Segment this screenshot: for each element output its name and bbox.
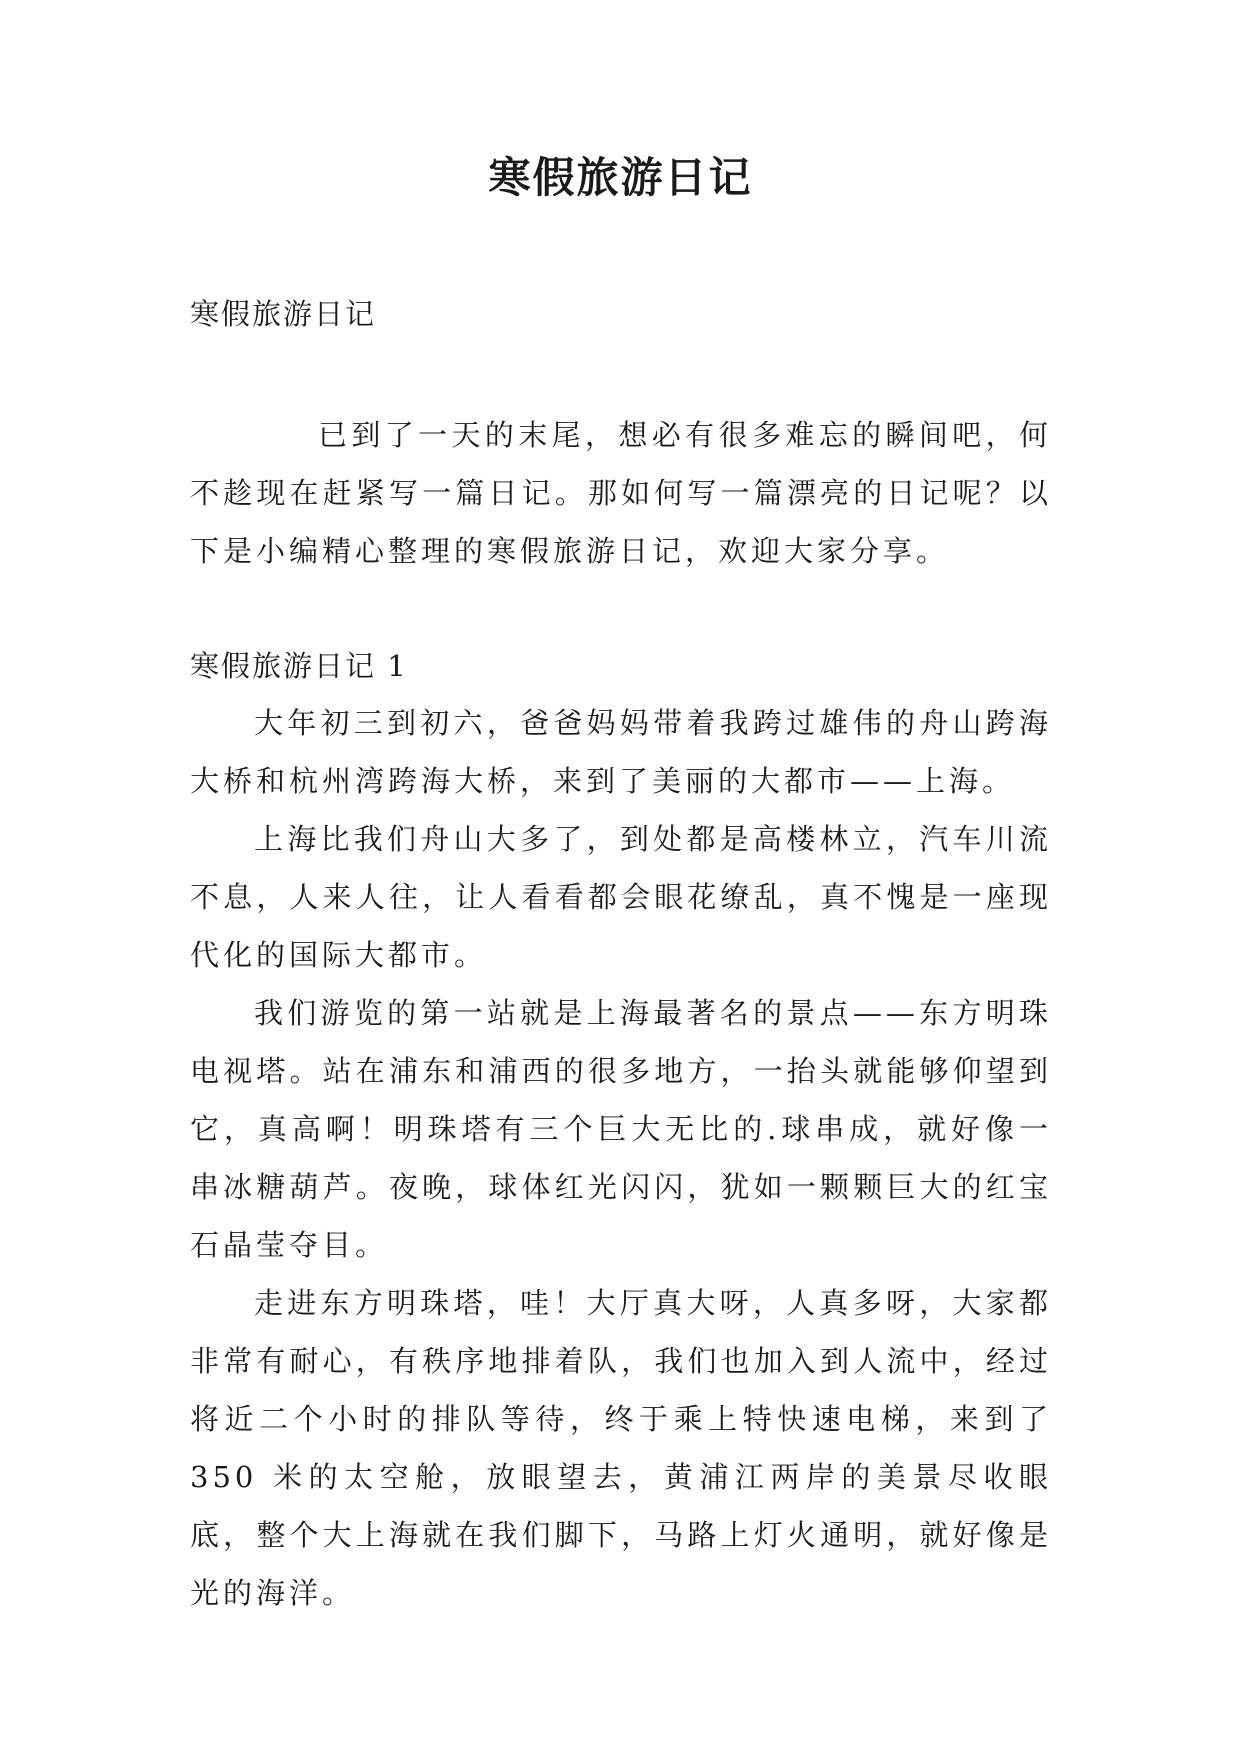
content-paragraph: 我们游览的第一站就是上海最著名的景点——东方明珠电视塔。站在浦东和浦西的很多地方，一抬头就能够仰望到它，真高啊！明珠塔有三个巨大无比的.球串成，就好像一串冰糖葫芦。夜晚，球体红光闪闪，犹如一颗颗巨大的红宝石晶莹夺目。 bbox=[190, 996, 1052, 1262]
content-paragraph: 大年初三到初六，爸爸妈妈带着我跨过雄伟的舟山跨海大桥和杭州湾跨海大桥，来到了美丽的大都市——上海。 bbox=[190, 706, 1052, 798]
content-paragraph: 走进东方明珠塔，哇！大厅真大呀，人真多呀，大家都非常有耐心，有秩序地排着队，我们也加入到人流中，经过将近二个小时的排队等待，终于乘上特快速电梯，来到了 350 米的太空舱，放眼望去，黄浦江两岸的美景尽收眼底，整个大上海就在我们脚下，马路上灯火通明，就好像是光的海洋。 bbox=[190, 1286, 1052, 1610]
intro-paragraph: 已到了一天的末尾，想必有很多难忘的瞬间吧，何不趁现在赶紧写一篇日记。那如何写一篇漂亮的日记呢？以下是小编精心整理的寒假旅游日记，欢迎大家分享。 bbox=[190, 418, 1052, 568]
document-subtitle: 寒假旅游日记 bbox=[190, 297, 377, 331]
section-heading: 寒假旅游日记 1 bbox=[190, 649, 408, 683]
section-content bbox=[190, 694, 1052, 1622]
document-title: 寒假旅游日记 bbox=[488, 153, 753, 202]
content-paragraph: 上海比我们舟山大多了，到处都是高楼林立，汽车川流不息，人来人往，让人看看都会眼花缭乱，真不愧是一座现代化的国际大都市。 bbox=[190, 822, 1052, 972]
